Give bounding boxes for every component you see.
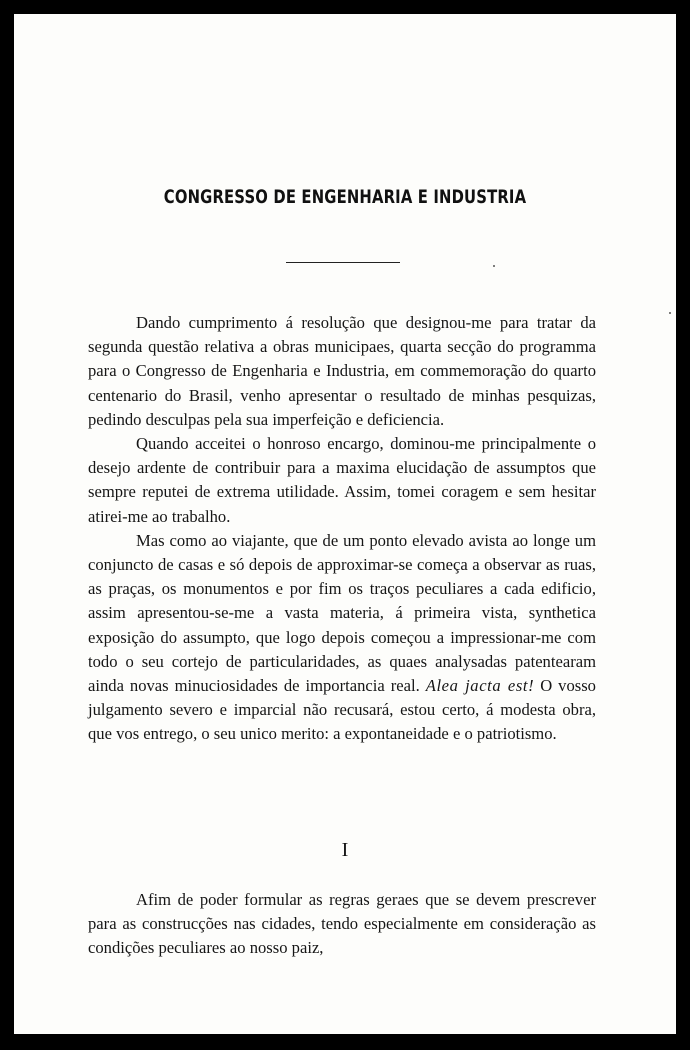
paragraph-3-start: Mas como ao viajante, que de um ponto elevado avista ao longe um conjuncto de casas e só depois de approximar-se começa a observar as ruas, as praças, os monumentos e por fim os traços peculiares a cada edificio, assim apresentou-se-me a vasta materia, á primeira vista, synthetica exposição do assumpto, que logo depois começou a impressionar-me com todo o seu cortejo de particularidades, as quaes analysadas patentearam ainda novas minuciosidades de importancia real.: [88, 530, 596, 696]
section-text: [88, 888, 596, 961]
latin-phrase: Alea jacta est!: [425, 676, 535, 696]
print-speck: [669, 312, 671, 314]
print-speck: [493, 265, 495, 267]
document-page: [14, 14, 676, 1034]
section-paragraph: Afim de poder formular as regras geraes que se devem prescrever para as construcções nas cidades, tendo especialmente em consideração as condições peculiares ao nosso paiz,: [88, 890, 596, 958]
intro-text: [88, 311, 596, 747]
title-divider: [286, 262, 400, 263]
page-title: CONGRESSO DE ENGENHARIA E INDUSTRIA: [163, 186, 527, 208]
section-heading: I: [341, 839, 349, 861]
paragraph-3: [88, 529, 596, 747]
paragraph-1: Dando cumprimento á resolução que designou-me para tratar da segunda questão relativa a obras municipaes, quarta secção do programma para o Congresso de Engenharia e Industria, em commemoração do quarto centenario do Brasil, venho apresentar o resultado de minhas pesquizas, pedindo desculpas pela sua imperfeição e deficiencia.: [88, 313, 596, 429]
paragraph-3-end: O vosso julgamento severo e imparcial não recusará, estou certo, á modesta obra, que vos entrego, o seu unico merito: a expontaneidade e o patriotismo.: [88, 676, 596, 744]
paragraph-2: Quando acceitei o honroso encargo, dominou-me principalmente o desejo ardente de contribuir para a maxima elucidação de assumptos que sempre reputei de extrema utilidade. Assim, tomei coragem e sem hesitar atirei-me ao trabalho.: [88, 434, 596, 526]
